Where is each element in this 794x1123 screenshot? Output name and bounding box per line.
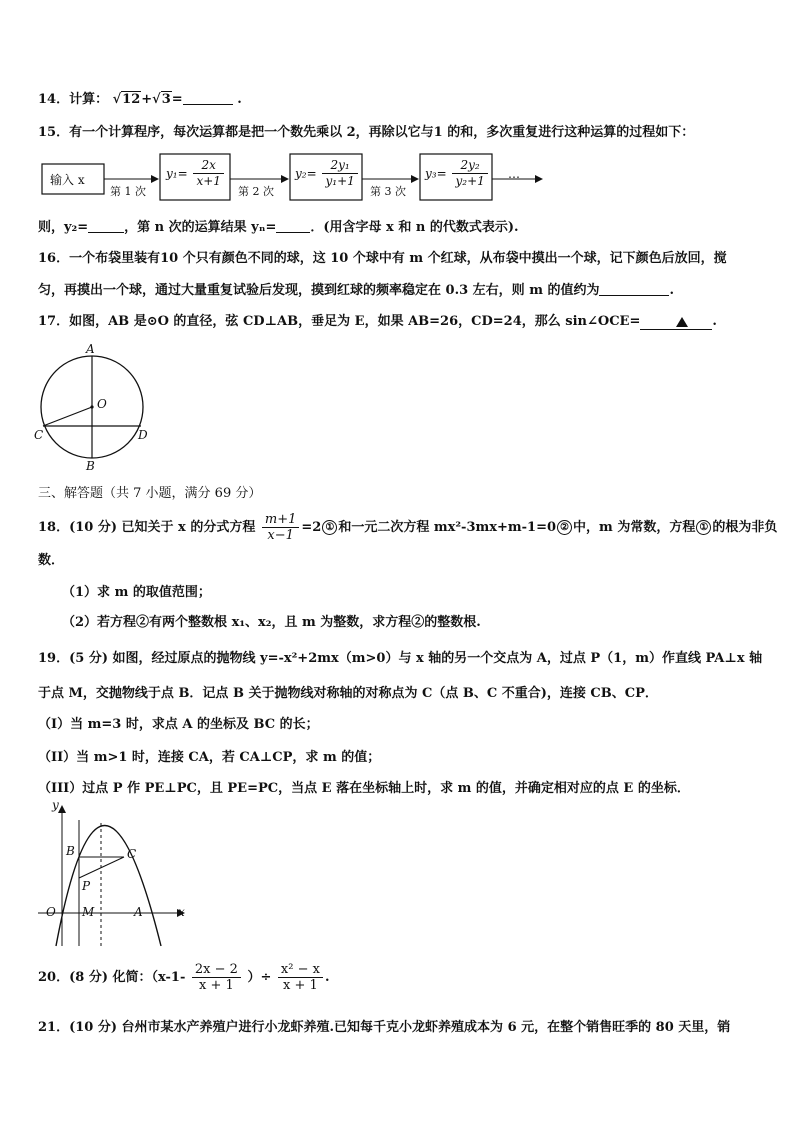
q16-blank [599, 281, 669, 296]
q19-figure [36, 800, 191, 948]
flow-box-3-content [425, 158, 490, 189]
q15-answer-a: 则，y₂= [38, 220, 89, 235]
q18-line-2: 数． [38, 553, 65, 568]
q15-answer-line [38, 218, 758, 237]
q18-line-1 [38, 512, 778, 543]
q18-a: 18．(10 分) 已知关于 x 的分式方程 [38, 520, 256, 535]
box1-fraction [193, 158, 223, 189]
segment-oc [43, 407, 92, 426]
section-3-heading: 三、解答题（共 7 小题，满分 69 分） [38, 486, 262, 501]
parabola-figure-svg [36, 800, 191, 948]
flow-step-3: 第 3 次 [370, 185, 406, 198]
box3-num: 2y₂ [452, 158, 487, 174]
q14-eq: = [171, 92, 183, 107]
flow-box-1-content [166, 158, 226, 189]
q20-end: . [324, 970, 330, 985]
label-o: O [46, 905, 56, 919]
q14-end: . [237, 92, 242, 107]
q15-blank-2 [276, 218, 310, 233]
flow-step-1: 第 1 次 [110, 185, 146, 198]
sqrt-3: √3 [152, 92, 171, 107]
q19-part-1: （I）当 m=3 时，求点 A 的坐标及 BC 的长； [38, 717, 319, 732]
q14-answer-blank [183, 90, 233, 105]
triangle-icon [676, 317, 688, 327]
circled-1b: ① [696, 520, 711, 535]
label-b: B [86, 459, 95, 473]
flow-box-2-content [295, 158, 360, 189]
box2-lhs: y₂= [295, 166, 317, 181]
q20-fraction-1 [192, 962, 241, 993]
q20-num-1: 2x − 2 [192, 962, 241, 978]
q19-line-2: 于点 M，交抛物线于点 B．记点 B 关于抛物线对称轴的对称点为 C（点 B、C 不重合)，连接 CB、CP． [38, 686, 658, 701]
label-p: P [82, 879, 91, 893]
q18-b: =2 [301, 520, 322, 535]
circled-2: ② [557, 520, 572, 535]
q16-line-2b: . [669, 283, 675, 298]
box3-fraction [452, 158, 487, 189]
q20-line [38, 962, 758, 994]
q18-f: 的根为非负 [712, 520, 778, 535]
q14-line: 14．计算： √12+√3= . [38, 92, 242, 107]
q15-answer-c: ．(用含字母 x 和 n 的代数式表示). [310, 220, 519, 235]
label-c: C [127, 847, 137, 861]
box1-den: x+1 [196, 174, 221, 188]
q20-num-2: x² − x [278, 962, 323, 978]
box3-den: y₂+1 [455, 174, 485, 188]
q19-part-2: （II）当 m>1 时，连接 CA，若 CA⊥CP，求 m 的值； [38, 750, 381, 765]
q15-text: 15．有一个计算程序，每次运算都是把一个数先乘以 2，再除以它与1 的和，多次重复进行这种运算的过程如下： [38, 125, 695, 140]
box2-fraction [322, 158, 357, 189]
label-b: B [66, 844, 75, 858]
label-c: C [34, 428, 44, 442]
q16-line-2 [38, 281, 758, 300]
q20-b: ）÷ [247, 970, 272, 985]
q20-den-2: x + 1 [283, 978, 318, 993]
radicand-3: 3 [161, 92, 171, 107]
circled-1: ① [322, 520, 337, 535]
q18-num: m+1 [262, 512, 300, 528]
q19-line-1: 19．(5 分) 如图，经过原点的抛物线 y=-x²+2mx（m>0）与 x 轴的另一个交点为 A，过点 P（1，m）作直线 PA⊥x 轴 [38, 651, 763, 666]
q20-a: 20．(8 分) 化简：（x-1- [38, 970, 186, 985]
q15-blank-1 [88, 218, 124, 233]
q20-den-1: x + 1 [199, 978, 234, 993]
flow-ellipsis: … [508, 167, 520, 181]
label-m: M [82, 905, 95, 919]
label-y: y [52, 798, 59, 812]
flow-input-label: 输入 x [50, 173, 85, 187]
q17-end: . [712, 314, 717, 329]
q18-den: x−1 [267, 528, 294, 543]
q17-answer-blank [640, 315, 712, 330]
q18-fraction [262, 512, 300, 543]
radicand-12: 12 [122, 92, 141, 107]
q17-line [38, 313, 758, 331]
label-x: x [178, 905, 185, 919]
q18-part-1: （1）求 m 的取值范围； [62, 585, 211, 600]
q19-part-3: （III）过点 P 作 PE⊥PC，且 PE=PC，当点 E 落在坐标轴上时，求 m 的值，并确定相对应的点 E 的坐标． [38, 781, 690, 796]
q18-part-2: （2）若方程②有两个整数根 x₁、x₂，且 m 为整数，求方程②的整数根. [62, 615, 481, 630]
q20-fraction-2 [278, 962, 323, 993]
q16-line-1: 16．一个布袋里装有10 个只有颜色不同的球，这 10 个球中有 m 个红球，从布袋中摸出一个球，记下颜色后放回，搅 [38, 251, 727, 266]
q16-line-2a: 匀，再摸出一个球，通过大量重复试验后发现，摸到红球的频率稳定在 0.3 左右，则 m 的值约为 [38, 283, 600, 298]
flow-step-2: 第 2 次 [238, 185, 274, 198]
q17-figure [32, 342, 162, 474]
label-o: O [97, 397, 107, 411]
q18-d: 和一元二次方程 mx²-3mx+m-1=0 [338, 520, 557, 535]
q14-prefix: 14．计算： [38, 92, 109, 107]
q18-e: 中，m 为常数，方程 [573, 520, 696, 535]
box1-lhs: y₁= [166, 166, 188, 181]
sqrt-12: √12 [112, 92, 141, 107]
q15-answer-b: ，第 n 次的运算结果 yₙ= [124, 220, 277, 235]
box2-den: y₁+1 [325, 174, 355, 188]
q17-text: 17．如图，AB 是⊙O 的直径，弦 CD⊥AB，垂足为 E，如果 AB=26，CD=24，那么 sin∠OCE= [38, 314, 641, 329]
q15-flowchart [38, 150, 548, 210]
label-d: D [138, 428, 148, 442]
box2-num: 2y₁ [322, 158, 357, 174]
label-a: A [86, 342, 95, 356]
q21-line-1: 21．(10 分) 台州市某水产养殖户进行小龙虾养殖.已知每千克小龙虾养殖成本为 6 元，在整个销售旺季的 80 天里，销 [38, 1020, 731, 1035]
label-a: A [134, 905, 143, 919]
box1-num: 2x [193, 158, 223, 174]
box3-lhs: y₃= [425, 166, 447, 181]
